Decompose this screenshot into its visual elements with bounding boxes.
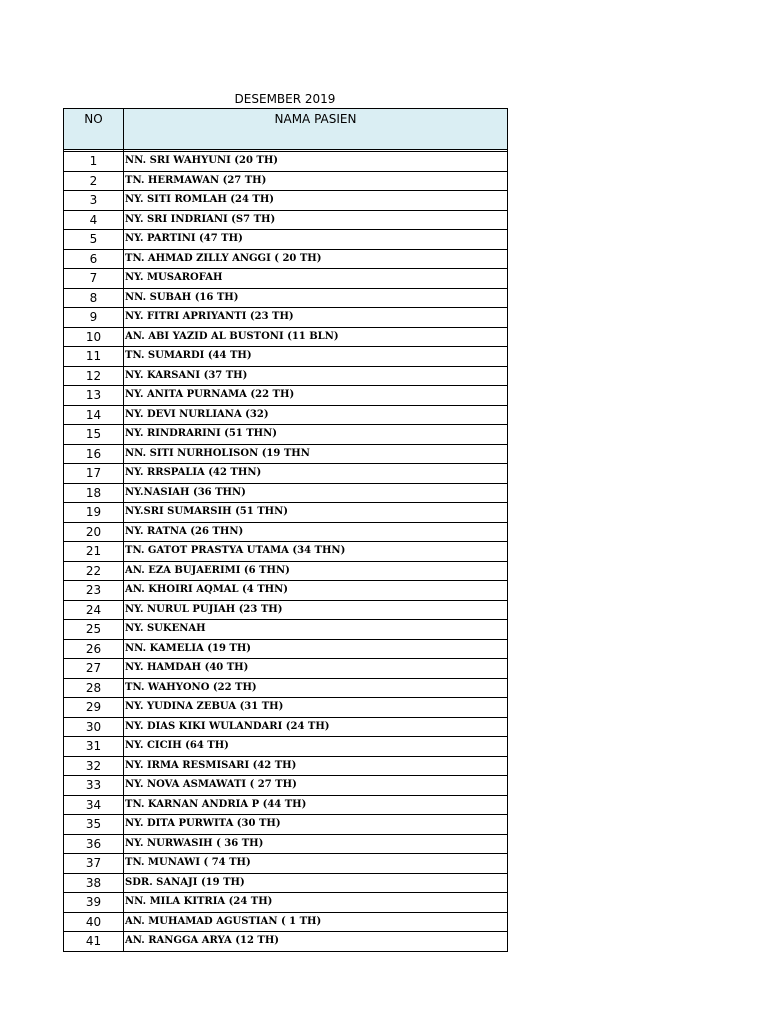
row-number: 20 [64,522,124,542]
row-number: 25 [64,620,124,640]
patient-name: NY. RATNA (26 THN) [124,522,508,542]
row-number: 36 [64,834,124,854]
row-number: 7 [64,269,124,289]
table-row [64,464,508,484]
table-row [64,483,508,503]
table-row [64,698,508,718]
row-number: 18 [64,483,124,503]
table-row [64,854,508,874]
table-row [64,717,508,737]
table-row [64,249,508,269]
table-row [64,444,508,464]
row-number: 6 [64,249,124,269]
patient-name: NY. RINDRARINI (51 THN) [124,425,508,445]
patient-name: NY.NASIAH (36 THN) [124,483,508,503]
row-number: 11 [64,347,124,367]
patient-name: NY. ANITA PURNAMA (22 TH) [124,386,508,406]
patient-name: AN. KHOIRI AQMAL (4 THN) [124,581,508,601]
patient-name: TN. SUMARDI (44 TH) [124,347,508,367]
row-number: 3 [64,191,124,211]
table-row [64,171,508,191]
page-title: DESEMBER 2019 [234,92,336,106]
patient-name: TN. MUNAWI ( 74 TH) [124,854,508,874]
table-row [64,210,508,230]
row-number: 9 [64,308,124,328]
patient-name: NN. SUBAH (16 TH) [124,288,508,308]
table-row [64,152,508,172]
row-number: 4 [64,210,124,230]
table-header-row [64,109,508,150]
patient-name: AN. ABI YAZID AL BUSTONI (11 BLN) [124,327,508,347]
row-number: 12 [64,366,124,386]
patient-name: NY. MUSAROFAH [124,269,508,289]
patient-name: NY. PARTINI (47 TH) [124,230,508,250]
row-number: 15 [64,425,124,445]
table-row [64,581,508,601]
patient-name: NN. KAMELIA (19 TH) [124,639,508,659]
patient-name: NY.SRI SUMARSIH (51 THN) [124,503,508,523]
patient-name: AN. RANGGA ARYA (12 TH) [124,932,508,952]
patient-name: AN. MUHAMAD AGUSTIAN ( 1 TH) [124,912,508,932]
row-number: 14 [64,405,124,425]
row-number: 41 [64,932,124,952]
patient-name: TN. HERMAWAN (27 TH) [124,171,508,191]
table-row [64,230,508,250]
row-number: 29 [64,698,124,718]
row-number: 31 [64,737,124,757]
table-row [64,288,508,308]
patient-name: NY. YUDINA ZEBUA (31 TH) [124,698,508,718]
patient-name: AN. EZA BUJAERIMI (6 THN) [124,561,508,581]
table-row [64,639,508,659]
patient-name: NY. NURWASIH ( 36 TH) [124,834,508,854]
patient-name: NY. KARSANI (37 TH) [124,366,508,386]
row-number: 17 [64,464,124,484]
header-name: NAMA PASIEN [124,109,508,150]
table-row [64,834,508,854]
row-number: 27 [64,659,124,679]
row-number: 21 [64,542,124,562]
patient-name: NY. SITI ROMLAH (24 TH) [124,191,508,211]
row-number: 37 [64,854,124,874]
row-number: 19 [64,503,124,523]
table-row [64,347,508,367]
patient-name: NY. SRI INDRIANI (S7 TH) [124,210,508,230]
patient-name: NY. DIAS KIKI WULANDARI (24 TH) [124,717,508,737]
row-number: 16 [64,444,124,464]
patient-name: TN. WAHYONO (22 TH) [124,678,508,698]
row-number: 30 [64,717,124,737]
patient-name: NY. IRMA RESMISARI (42 TH) [124,756,508,776]
table-row [64,815,508,835]
patient-name: NY. HAMDAH (40 TH) [124,659,508,679]
row-number: 38 [64,873,124,893]
patient-name: NY. NURUL PUJIAH (23 TH) [124,600,508,620]
row-number: 34 [64,795,124,815]
table-row [64,600,508,620]
table-row [64,522,508,542]
table-row [64,737,508,757]
patient-name: NY. FITRI APRIYANTI (23 TH) [124,308,508,328]
patient-name: SDR. SANAJI (19 TH) [124,873,508,893]
table-row [64,269,508,289]
patient-name: TN. AHMAD ZILLY ANGGI ( 20 TH) [124,249,508,269]
table-row [64,678,508,698]
table-row [64,659,508,679]
table-row [64,893,508,913]
row-number: 8 [64,288,124,308]
row-number: 22 [64,561,124,581]
table-row [64,912,508,932]
row-number: 32 [64,756,124,776]
table-row [64,873,508,893]
row-number: 28 [64,678,124,698]
row-number: 40 [64,912,124,932]
patient-name: TN. GATOT PRASTYA UTAMA (34 THN) [124,542,508,562]
patient-name: NY. SUKENAH [124,620,508,640]
row-number: 1 [64,152,124,172]
table-row [64,795,508,815]
patient-name: NY. DEVI NURLIANA (32) [124,405,508,425]
row-number: 39 [64,893,124,913]
row-number: 2 [64,171,124,191]
table-row [64,776,508,796]
patient-name: NY. DITA PURWITA (30 TH) [124,815,508,835]
table-row [64,503,508,523]
row-number: 26 [64,639,124,659]
row-number: 24 [64,600,124,620]
table-row [64,327,508,347]
table-row [64,561,508,581]
table-row [64,386,508,406]
patient-name: NN. SRI WAHYUNI (20 TH) [124,152,508,172]
row-number: 35 [64,815,124,835]
patient-name: NN. MILA KITRIA (24 TH) [124,893,508,913]
table-row [64,932,508,952]
table-row [64,308,508,328]
table-row [64,191,508,211]
header-no: NO [64,109,124,150]
table-row [64,366,508,386]
row-number: 5 [64,230,124,250]
table-row [64,620,508,640]
table-row [64,405,508,425]
patient-name: NY. NOVA ASMAWATI ( 27 TH) [124,776,508,796]
patient-name: NY. CICIH (64 TH) [124,737,508,757]
table-row [64,542,508,562]
row-number: 10 [64,327,124,347]
row-number: 13 [64,386,124,406]
row-number: 23 [64,581,124,601]
patient-table [63,108,508,952]
patient-name: NN. SITI NURHOLISON (19 THN [124,444,508,464]
table-row [64,756,508,776]
table-row [64,425,508,445]
patient-name: NY. RRSPALIA (42 THN) [124,464,508,484]
patient-name: TN. KARNAN ANDRIA P (44 TH) [124,795,508,815]
row-number: 33 [64,776,124,796]
